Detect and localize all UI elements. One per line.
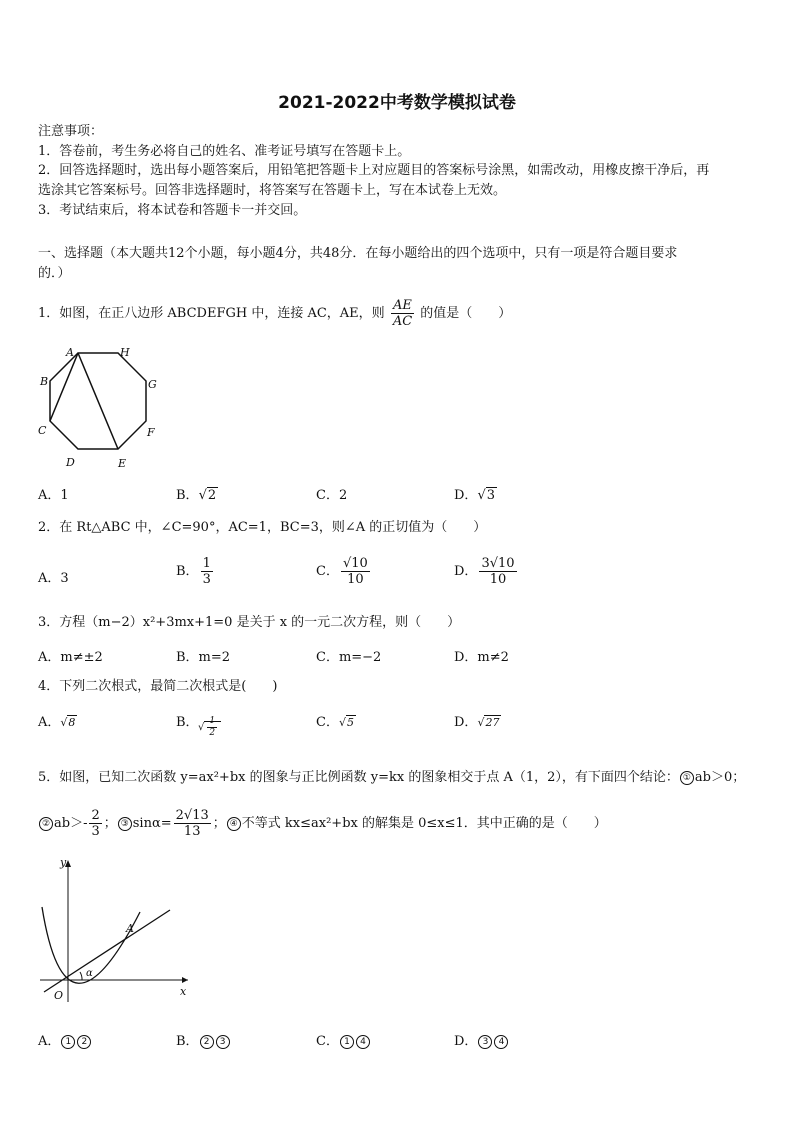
conclusion-2-text: ab＞- — [54, 816, 88, 831]
fraction — [341, 556, 370, 587]
label-b: B — [40, 375, 49, 388]
fraction — [89, 808, 101, 839]
separator: ； — [103, 816, 117, 831]
q5-option-c[interactable] — [316, 1030, 371, 1049]
circled-number: 2 — [77, 1035, 91, 1049]
circled-number: 3 — [216, 1035, 230, 1049]
sqrt-symbol: √2 — [198, 488, 217, 503]
fraction — [479, 556, 516, 587]
circled-number: 1 — [61, 1035, 75, 1049]
q2-option-b[interactable] — [176, 556, 215, 587]
q3-option-b[interactable]: B．m=2 — [176, 650, 231, 665]
radicand: 27 — [485, 716, 500, 729]
option-letter: D． — [454, 1034, 478, 1049]
q1-option-b[interactable] — [176, 484, 218, 503]
option-letter: C． — [316, 715, 339, 730]
option-letter: B． — [176, 715, 199, 730]
label-x-axis: x — [180, 985, 187, 998]
label-y-axis: y — [60, 856, 67, 869]
label-origin: O — [54, 989, 64, 1002]
option-letter: D． — [454, 715, 478, 730]
radicand: 5 — [346, 716, 354, 729]
sqrt-symbol: √3 — [477, 488, 496, 503]
numerator: 1 — [202, 556, 211, 571]
question-5 — [38, 768, 745, 788]
sqrt-symbol: √27 — [477, 716, 500, 729]
x-axis-arrow — [182, 977, 188, 983]
denominator: 13 — [183, 824, 201, 839]
option-letter: D． — [454, 564, 478, 579]
notice-item-1: 1．答卷前，考生务必将自己的姓名、准考证号填写在答题卡上。 — [38, 144, 411, 159]
q4-option-a[interactable] — [38, 711, 77, 730]
conclusion-3-marker: ③ — [118, 817, 132, 831]
numerator: 2 — [91, 808, 100, 823]
radicand: 13 — [192, 808, 209, 823]
notice-heading: 注意事项： — [38, 124, 104, 139]
label-g: G — [148, 378, 157, 391]
q3-option-d[interactable]: D．m≠2 — [454, 650, 509, 665]
q5-option-d[interactable] — [454, 1030, 509, 1049]
circled-number: 1 — [340, 1035, 354, 1049]
angle-arc — [80, 972, 82, 980]
denominator: 3 — [202, 572, 211, 587]
conclusion-3-text: sinα= — [132, 816, 172, 831]
sqrt-symbol: √8 — [60, 716, 76, 729]
option-letter: D． — [454, 488, 478, 503]
question-1-tail: 的值是（ ） — [420, 306, 512, 321]
q3-option-a[interactable]: A．m≠±2 — [38, 650, 103, 665]
option-letter: C． — [316, 1034, 339, 1049]
fraction — [207, 716, 217, 739]
question-4: 4．下列二次根式，最简二次根式是( ) — [38, 679, 278, 694]
circled-number: 3 — [478, 1035, 492, 1049]
label-f: F — [147, 426, 155, 439]
notice-item-3: 3．考试结束后，将本试卷和答题卡一并交回。 — [38, 203, 307, 218]
question-2: 2．在 Rt△ABC 中，∠C=90°，AC=1，BC=3，则∠A 的正切值为（ ） — [38, 520, 487, 535]
radicand: 3 — [486, 488, 496, 503]
conclusion-1-marker: ① — [680, 771, 694, 785]
q2-option-d[interactable] — [454, 556, 519, 587]
q2-option-c[interactable] — [316, 556, 372, 587]
denominator: 10 — [489, 572, 507, 587]
q2-option-a[interactable]: A．3 — [38, 571, 69, 586]
label-d: D — [66, 456, 75, 469]
denominator: 3 — [91, 824, 100, 839]
label-a: A — [66, 346, 74, 359]
section-heading-cont: 的．） — [38, 266, 71, 281]
fraction — [201, 556, 213, 587]
fraction-denominator: AC — [392, 314, 413, 329]
label-e: E — [118, 457, 127, 470]
circled-number: 2 — [200, 1035, 214, 1049]
option-letter: A． — [38, 1034, 61, 1049]
sqrt-symbol: √ $\frac{1}{2}$ — [198, 716, 221, 739]
radicand: 10 — [498, 556, 515, 571]
segment-ac — [50, 353, 78, 421]
q4-option-b[interactable] — [176, 711, 199, 730]
numerator: 2√13 — [175, 808, 209, 823]
circled-number: 4 — [356, 1035, 370, 1049]
radicand: 2 — [207, 488, 217, 503]
question-5-conclusions — [38, 808, 607, 839]
q1-option-a[interactable]: A．1 — [38, 488, 69, 503]
question-1-fraction — [391, 298, 414, 329]
label-h: H — [120, 346, 130, 359]
fraction — [174, 808, 211, 839]
parabola-line-graph — [30, 852, 200, 1012]
option-letter: A． — [38, 715, 61, 730]
radicand — [204, 716, 221, 738]
question-5-text: 5．如图，已知二次函数 y=ax²+bx 的图象与正比例函数 y=kx 的图象相交于点 A（1，2），有下面四个结论： — [38, 770, 679, 785]
section-heading: 一、选择题（本大题共12个小题，每小题4分，共48分．在每小题给出的四个选项中，只有一项是符合题目要求 — [38, 246, 678, 261]
option-letter: B． — [176, 488, 199, 503]
numerator: 1 — [209, 716, 216, 726]
radicand: 10 — [351, 556, 368, 571]
label-alpha: α — [86, 968, 93, 979]
coefficient: 2 — [175, 808, 184, 823]
q4-option-b-radical — [198, 716, 221, 739]
radicand: 8 — [68, 716, 76, 729]
q3-option-c[interactable]: C．m=−2 — [316, 650, 382, 665]
circled-number: 4 — [494, 1035, 508, 1049]
q1-option-c[interactable]: C．2 — [316, 488, 348, 503]
label-point-a: A — [126, 922, 134, 935]
conclusion-1-text: ab＞0； — [694, 770, 746, 785]
q4-option-d[interactable] — [454, 711, 501, 730]
conclusion-2-marker: ② — [39, 817, 53, 831]
option-letter: B． — [176, 564, 199, 579]
segment-ae — [78, 353, 118, 449]
q5-option-a[interactable] — [38, 1030, 92, 1049]
notice-item-2-cont: 选涂其它答案标号。回答非选择题时，将答案写在答题卡上，写在本试卷上无效。 — [38, 183, 507, 198]
q4-option-c[interactable] — [316, 711, 356, 730]
q5-option-b[interactable] — [176, 1030, 231, 1049]
option-letter: B． — [176, 1034, 199, 1049]
fraction-numerator: AE — [391, 298, 414, 314]
numerator: √10 — [342, 556, 368, 571]
q1-option-d[interactable] — [454, 484, 497, 503]
denominator: 10 — [347, 572, 364, 587]
notice-item-2: 2．回答选择题时，选出每小题答案后，用铅笔把答题卡上对应题目的答案标号涂黑，如需改动，用橡皮擦干净后，再 — [38, 163, 710, 178]
coefficient: 3 — [481, 556, 490, 571]
question-1 — [38, 298, 511, 329]
numerator: 3√10 — [481, 556, 515, 571]
question-1-text: 1．如图，在正八边形 ABCDEFGH 中，连接 AC，AE，则 — [38, 306, 385, 321]
label-c: C — [38, 424, 47, 437]
denominator: 2 — [209, 728, 216, 738]
separator: ； — [212, 816, 226, 831]
sqrt-symbol: √5 — [338, 716, 354, 729]
conclusion-4-text: 不等式 kx≤ax²+bx 的解集是 0≤x≤1．其中正确的是（ ） — [241, 816, 607, 831]
page-title: 2021-2022中考数学模拟试卷 — [278, 93, 516, 113]
octagon-figure — [30, 340, 170, 475]
question-3: 3．方程（m−2）x²+3mx+1=0 是关于 x 的一元二次方程，则（ ） — [38, 615, 461, 630]
option-letter: C． — [316, 564, 339, 579]
conclusion-4-marker: ④ — [227, 817, 241, 831]
